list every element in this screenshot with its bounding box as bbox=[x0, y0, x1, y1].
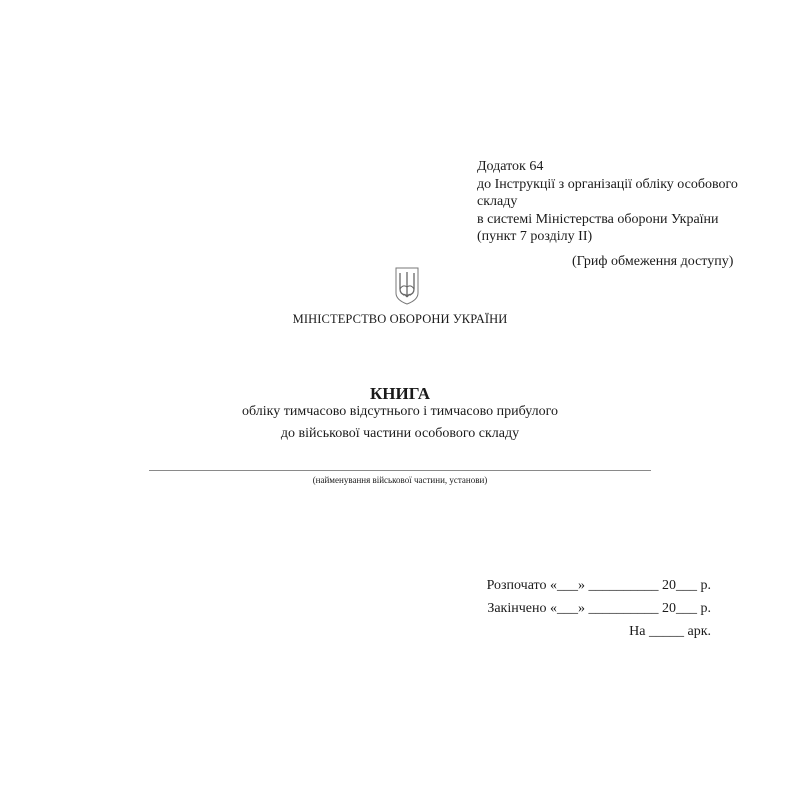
book-subtitle: обліку тимчасово відсутнього і тимчасово прибулого bbox=[242, 404, 558, 419]
annex-line: в системі Міністерства оборони України bbox=[477, 211, 719, 227]
ministry-name: МІНІСТЕРСТВО ОБОРОНИ УКРАЇНИ bbox=[292, 312, 508, 326]
sheet-count: На _____ арк. bbox=[629, 624, 711, 639]
annex-line: Додаток 64 bbox=[477, 159, 544, 174]
annex-line: (пункт 7 розділу ІІ) bbox=[477, 229, 593, 244]
tryzub-coat-of-arms-icon bbox=[394, 266, 420, 306]
unit-name-line bbox=[149, 470, 651, 471]
annex-line: до Інструкції з організації обліку особового bbox=[477, 176, 738, 192]
started-date: Розпочато «___» __________ 20___ р. bbox=[486, 578, 711, 593]
book-title: КНИГА bbox=[369, 384, 430, 403]
finished-date: Закінчено «___» __________ 20___ р. bbox=[487, 601, 711, 616]
dates-block bbox=[487, 577, 711, 646]
annex-line: складу bbox=[477, 194, 518, 209]
annex-block bbox=[477, 158, 738, 246]
access-restriction-stamp: (Гриф обмеження доступу) bbox=[572, 254, 734, 269]
book-subtitle: до військової частини особового складу bbox=[280, 426, 520, 441]
unit-name-caption: (найменування військової частини, установи) bbox=[312, 475, 488, 485]
